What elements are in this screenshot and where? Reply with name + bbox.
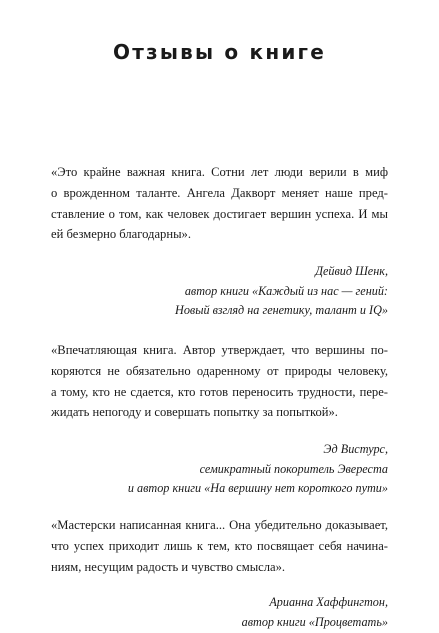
- review-text-line: что успех приходит лишь к тем, кто посвящает себя начина-: [51, 538, 388, 553]
- review-text-line: «Мастерски написанная книга... Она убедительно доказывает,: [51, 518, 388, 532]
- attribution-author: Дейвид Шенк,: [315, 264, 388, 279]
- review-text-line: ставление о том, как человек достигает вершин успеха. И мы: [51, 206, 388, 221]
- review-attribution: [51, 593, 388, 632]
- review-text-line: ниям, несущим радость и чувство смысла».: [51, 559, 286, 574]
- attribution-line: и автор книги «На вершину нет короткого пути»: [127, 481, 388, 496]
- review-block: [51, 162, 388, 321]
- review-block: [51, 340, 388, 499]
- attribution-author: Арианна Хаффингтон,: [269, 595, 388, 610]
- review-attribution: [51, 262, 388, 321]
- attribution-author: Эд Вистурс,: [323, 442, 388, 457]
- review-text-line: а тому, кто не сдается, кто готов переносить трудности, пере-: [51, 384, 388, 399]
- review-text: [51, 515, 388, 577]
- review-text: [51, 162, 388, 245]
- review-text-line: коряются не обязательно одаренному от природы человеку,: [51, 363, 388, 378]
- review-attribution: [51, 440, 388, 499]
- review-text: [51, 340, 388, 423]
- attribution-line: Новый взгляд на генетику, талант и IQ»: [175, 303, 388, 318]
- review-text-line: о врожденном таланте. Ангела Дакворт меняет наше пред-: [51, 185, 388, 200]
- review-text-line: «Это крайне важная книга. Сотни лет люди верили в миф: [51, 165, 388, 179]
- review-text-line: ей безмерно благодарны».: [51, 227, 191, 242]
- review-block: [51, 515, 388, 633]
- review-text-line: жидать непогоду и совершать попытку за попыткой».: [51, 405, 338, 420]
- review-text-line: «Впечатляющая книга. Автор утверждает, что вершины по-: [51, 343, 388, 357]
- attribution-line: автор книги «Процветать»: [241, 614, 388, 629]
- page-title: Отзывы о книге: [113, 40, 326, 64]
- attribution-line: автор книги «Каждый из нас — гений:: [184, 283, 388, 298]
- attribution-line: семикратный покоритель Эвереста: [199, 461, 388, 476]
